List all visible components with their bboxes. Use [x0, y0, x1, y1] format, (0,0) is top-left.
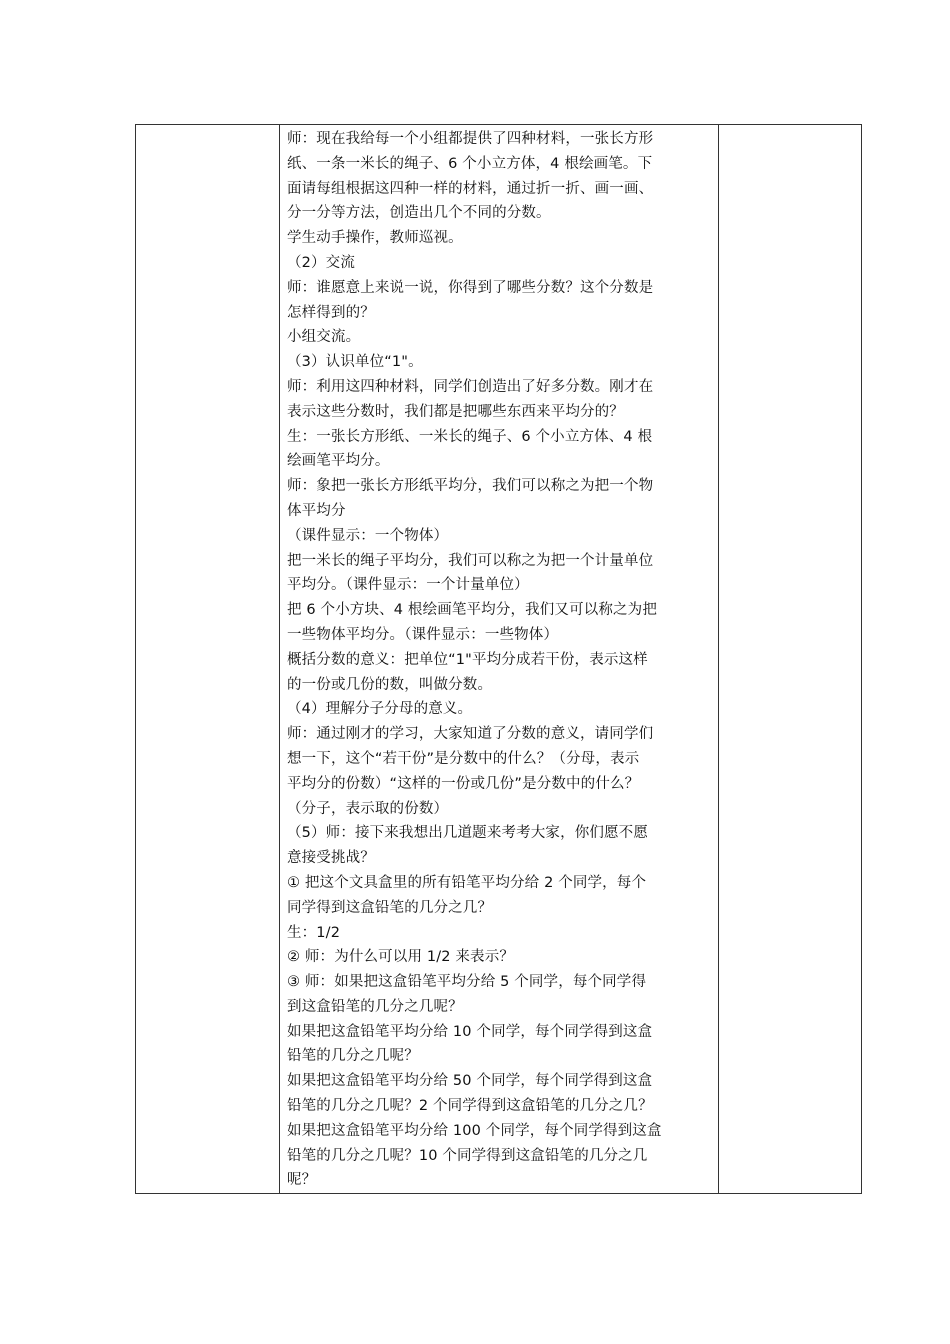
text-line: 铅笔的几分之几呢？: [287, 1048, 419, 1065]
text-line: 生：一张长方形纸、一米长的绳子、6 个小立方体、4 根: [287, 428, 653, 445]
text-line: 一些物体平均分。（课件显示：一些物体）: [287, 626, 559, 643]
text-line: 体平均分: [287, 502, 346, 519]
text-line: 怎样得到的？: [287, 304, 375, 321]
table-cell-left: [136, 125, 280, 1193]
text-line: （2）交流: [287, 254, 355, 271]
table-cell-content: [280, 125, 719, 1193]
lesson-table: [135, 124, 862, 1194]
text-line: 表示这些分数时，我们都是把哪些东西来平均分的？: [287, 403, 624, 420]
text-line: 平均分。（课件显示：一个计量单位）: [287, 577, 529, 594]
text-line: 小组交流。: [287, 329, 361, 346]
text-line: ③ 师：如果把这盒铅笔平均分给 5 个同学，每个同学得: [287, 974, 647, 991]
text-line: 铅笔的几分之几呢？10 个同学得到这盒铅笔的几分之几: [287, 1147, 648, 1164]
text-line: 面请每组根据这四种一样的材料，通过折一折、画一画、: [287, 180, 654, 197]
text-line: （课件显示：一个物体）: [287, 527, 449, 544]
text-line: 如果把这盒铅笔平均分给 50 个同学，每个同学得到这盒: [287, 1073, 653, 1090]
text-line: 师：谁愿意上来说一说，你得到了哪些分数？这个分数是: [287, 279, 654, 296]
text-line: 师：通过刚才的学习，大家知道了分数的意义，请同学们: [287, 726, 654, 743]
text-line: 师：利用这四种材料，同学们创造出了好多分数。刚才在: [287, 378, 654, 395]
text-line: （分子，表示取的份数）: [287, 800, 449, 817]
text-line: （4）理解分子分母的意义。: [287, 701, 473, 718]
text-line: 分一分等方法，创造出几个不同的分数。: [287, 205, 551, 222]
text-line: 师：现在我给每一个小组都提供了四种材料，一张长方形: [287, 131, 654, 147]
table-cell-right: [719, 125, 861, 1193]
text-line: 铅笔的几分之几呢？2 个同学得到这盒铅笔的几分之几？: [287, 1098, 653, 1115]
text-line: 同学得到这盒铅笔的几分之几？: [287, 899, 493, 916]
text-line: ② 师：为什么可以用 1/2 来表示？: [287, 949, 515, 966]
text-line: 纸、一条一米长的绳子、6 个小立方体，4 根绘画笔。下: [287, 155, 653, 172]
text-line: 把 6 个小方块、4 根绘画笔平均分，我们又可以称之为把: [287, 602, 657, 619]
text-line: ① 把这个文具盒里的所有铅笔平均分给 2 个同学，每个: [287, 874, 647, 891]
text-line: 如果把这盒铅笔平均分给 10 个同学，每个同学得到这盒: [287, 1023, 653, 1040]
text-line: 学生动手操作，教师巡视。: [287, 230, 463, 247]
text-line: 的一份或几份的数，叫做分数。: [287, 676, 493, 693]
text-line: 到这盒铅笔的几分之几呢？: [287, 998, 463, 1015]
text-line: 平均分的份数）“这样的一份或几份”是分数中的什么？: [287, 775, 640, 792]
text-line: 想一下，这个“若干份”是分数中的什么？（分母，表示: [287, 750, 640, 767]
text-line: 师：象把一张长方形纸平均分，我们可以称之为把一个物: [287, 478, 654, 495]
text-line: 绘画笔平均分。: [287, 453, 390, 470]
text-line: （5）师：接下来我想出几道题来考考大家，你们愿不愿: [287, 825, 648, 842]
text-line: 呢？: [287, 1172, 317, 1189]
text-line: 把一米长的绳子平均分，我们可以称之为把一个计量单位: [287, 552, 654, 569]
text-line: 概括分数的意义：把单位“1"平均分成若干份，表示这样: [287, 651, 648, 668]
text-line: （3）认识单位“1"。: [287, 354, 423, 371]
text-line: 生：1/2: [287, 924, 341, 941]
text-line: 如果把这盒铅笔平均分给 100 个同学，每个同学得到这盒: [287, 1122, 662, 1139]
text-line: 意接受挑战？: [287, 850, 375, 867]
